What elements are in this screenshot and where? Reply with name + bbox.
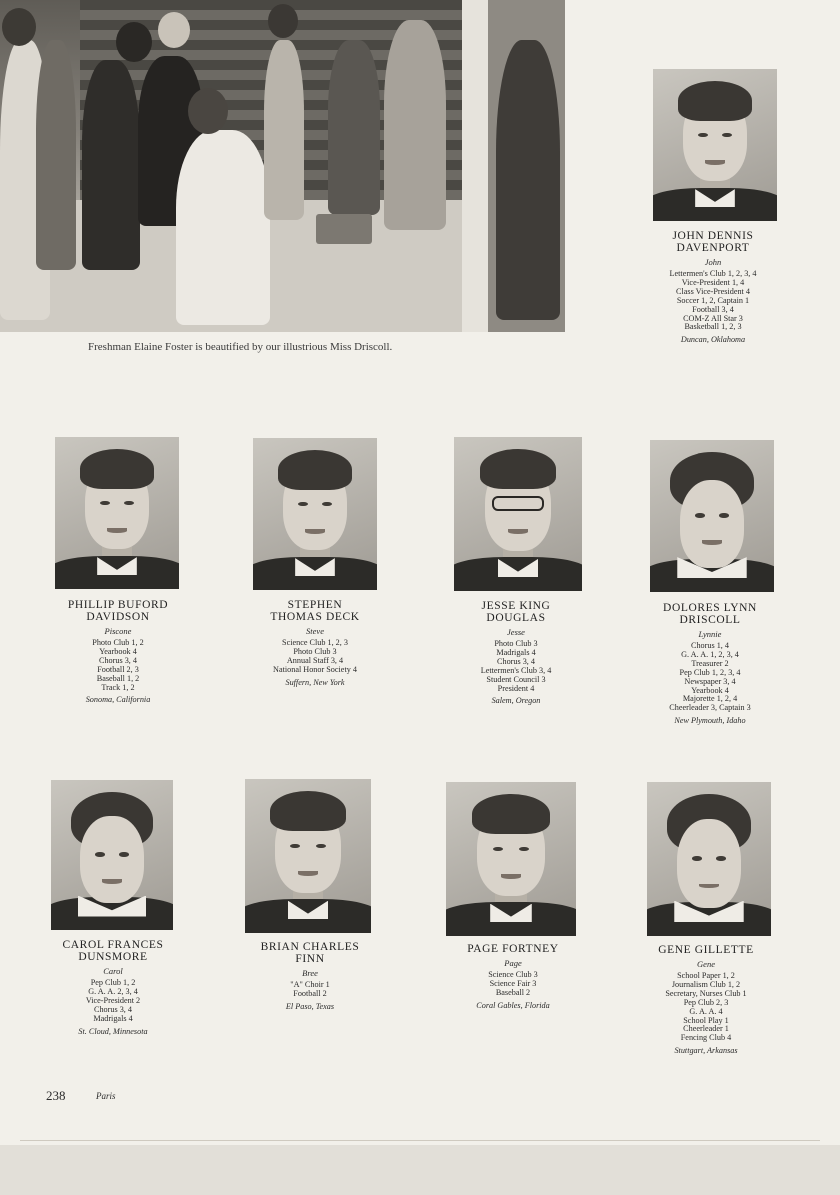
portrait-gillette bbox=[647, 782, 771, 936]
activity-line: Soccer 1, 2, Captain 1 bbox=[676, 295, 750, 305]
activity-line: Football 3, 4 bbox=[692, 304, 734, 314]
portrait-davidson bbox=[55, 437, 179, 589]
activity-line: Photo Club 3 bbox=[494, 639, 538, 648]
activity-line: G. A. A. 4 bbox=[689, 1006, 723, 1016]
activity-line: Yearbook 4 bbox=[99, 646, 137, 656]
activity-line: Fencing Club 4 bbox=[680, 1033, 732, 1043]
activity-line: Basketball 1, 2, 3 bbox=[684, 322, 742, 332]
bottom-rule bbox=[20, 1140, 820, 1141]
activity-line: Treasurer 2 bbox=[691, 658, 729, 668]
portrait-douglas bbox=[454, 437, 582, 591]
activity-line: Chorus 3, 4 bbox=[497, 656, 535, 666]
student-nickname: Page bbox=[504, 958, 522, 968]
student-name: JESSE KING bbox=[481, 600, 551, 612]
activity-line: Baseball 2 bbox=[495, 987, 531, 997]
student-nickname: Carol bbox=[103, 966, 123, 976]
portrait-finn bbox=[245, 779, 371, 933]
student-hometown: New Plymouth, Idaho bbox=[674, 716, 746, 726]
activity-line: Madrigals 4 bbox=[496, 647, 536, 657]
activity-line: School Paper 1, 2 bbox=[677, 971, 735, 980]
student-nickname: Jesse bbox=[507, 627, 525, 637]
entry-davidson bbox=[68, 599, 168, 706]
activity-line: "A" Choir 1 bbox=[290, 980, 330, 989]
activity-line: Football 2, 3 bbox=[97, 664, 139, 674]
activity-line: Secretary, Nurses Club 1 bbox=[665, 988, 747, 998]
activity-line: Journalism Club 1, 2 bbox=[671, 979, 741, 989]
entry-davenport bbox=[670, 230, 757, 346]
activity-line: COM-Z All Star 3 bbox=[683, 313, 743, 323]
scan-margin bbox=[0, 1145, 840, 1195]
activity-line: Science Fair 3 bbox=[489, 978, 537, 988]
activity-line: G. A. A. 1, 2, 3, 4 bbox=[681, 649, 739, 659]
activity-line: Newspaper 3, 4 bbox=[684, 676, 736, 686]
portrait-davenport bbox=[653, 69, 777, 221]
entry-douglas bbox=[481, 600, 552, 707]
activity-line: Student Council 3 bbox=[486, 674, 546, 684]
activity-line: Madrigals 4 bbox=[93, 1013, 133, 1023]
portrait-dunsmore bbox=[51, 780, 173, 930]
portrait-fortney bbox=[446, 782, 576, 936]
activity-line: Pep Club 2, 3 bbox=[683, 997, 729, 1007]
activity-line: President 4 bbox=[497, 683, 535, 693]
entry-dunsmore bbox=[63, 939, 164, 1038]
activity-line: Photo Club 1, 2 bbox=[92, 638, 144, 647]
student-name: CAROL FRANCES bbox=[62, 939, 164, 951]
entry-deck bbox=[270, 599, 359, 689]
portrait-deck bbox=[253, 438, 377, 590]
photo-caption: Freshman Elaine Foster is beautified by our illustrious Miss Driscoll. bbox=[88, 341, 393, 353]
page-number: 238 bbox=[46, 1088, 66, 1103]
student-name: DUNSMORE bbox=[78, 951, 148, 963]
activity-line: Football 2 bbox=[293, 988, 327, 998]
student-name: THOMAS DECK bbox=[270, 611, 360, 623]
student-name: STEPHEN bbox=[287, 599, 343, 611]
student-nickname: Gene bbox=[697, 959, 715, 969]
activity-line: Chorus 1, 4 bbox=[691, 641, 729, 650]
activity-line: Pep Club 1, 2 bbox=[90, 978, 136, 987]
student-name: DAVIDSON bbox=[86, 611, 150, 623]
activity-line: G. A. A. 2, 3, 4 bbox=[88, 986, 138, 996]
student-hometown: Duncan, Oklahoma bbox=[680, 335, 746, 345]
activity-line: Cheerleader 1 bbox=[683, 1024, 729, 1034]
candid-photo bbox=[0, 0, 565, 332]
student-hometown: Sonoma, California bbox=[85, 695, 151, 705]
school-name: Paris bbox=[96, 1091, 116, 1101]
activity-line: Lettermen's Club 1, 2, 3, 4 bbox=[669, 269, 757, 278]
activity-line: Science Club 1, 2, 3 bbox=[282, 638, 348, 647]
student-hometown: Coral Gables, Florida bbox=[476, 1000, 550, 1010]
activity-line: Lettermen's Club 3, 4 bbox=[480, 665, 552, 675]
activity-line: Photo Club 3 bbox=[293, 646, 337, 656]
activity-line: Majorette 1, 2, 4 bbox=[682, 694, 738, 704]
student-name: FINN bbox=[295, 953, 325, 965]
activity-line: Pep Club 1, 2, 3, 4 bbox=[679, 667, 741, 677]
student-nickname: Piscone bbox=[104, 626, 132, 636]
activity-line: Track 1, 2 bbox=[101, 682, 135, 692]
activity-line: Chorus 3, 4 bbox=[94, 1004, 132, 1014]
student-name: BRIAN CHARLES bbox=[260, 941, 360, 953]
activity-line: National Honor Society 4 bbox=[273, 664, 357, 674]
student-name: PHILLIP BUFORD bbox=[67, 599, 169, 611]
student-nickname: Steve bbox=[306, 626, 324, 636]
activity-line: Cheerleader 3, Captain 3 bbox=[669, 703, 751, 713]
student-nickname: Lynnie bbox=[698, 629, 722, 639]
student-name: DRISCOLL bbox=[679, 614, 741, 626]
student-nickname: Bree bbox=[302, 968, 318, 978]
activity-line: Chorus 3, 4 bbox=[99, 655, 137, 665]
student-name: JOHN DENNIS bbox=[672, 230, 754, 242]
student-name: DOLORES LYNN bbox=[663, 602, 757, 614]
student-name: DOUGLAS bbox=[486, 612, 546, 624]
activity-line: School Play 1 bbox=[683, 1015, 729, 1025]
entry-driscoll bbox=[663, 602, 757, 727]
activity-line: Yearbook 4 bbox=[691, 685, 729, 695]
student-hometown: Stuttgart, Arkansas bbox=[674, 1046, 738, 1056]
entry-gillette bbox=[658, 944, 754, 1057]
student-hometown: Salem, Oregon bbox=[491, 696, 541, 706]
activity-line: Baseball 1, 2 bbox=[96, 673, 140, 683]
student-name: DAVENPORT bbox=[676, 242, 750, 254]
activity-line: Vice-President 2 bbox=[85, 995, 141, 1005]
student-hometown: El Paso, Texas bbox=[285, 1001, 335, 1011]
portrait-driscoll bbox=[650, 440, 774, 592]
student-name: PAGE FORTNEY bbox=[467, 943, 559, 955]
activity-line: Class Vice-President 4 bbox=[676, 286, 750, 296]
entry-fortney bbox=[467, 943, 558, 1012]
activity-line: Science Club 3 bbox=[488, 970, 538, 979]
student-name: GENE GILLETTE bbox=[658, 944, 754, 956]
activity-line: Vice-President 1, 4 bbox=[681, 277, 745, 287]
student-hometown: Suffern, New York bbox=[285, 677, 345, 687]
student-nickname: John bbox=[704, 257, 722, 267]
activity-line: Annual Staff 3, 4 bbox=[286, 655, 344, 665]
entry-finn bbox=[261, 941, 360, 1013]
student-hometown: St. Cloud, Minnesota bbox=[78, 1026, 148, 1036]
